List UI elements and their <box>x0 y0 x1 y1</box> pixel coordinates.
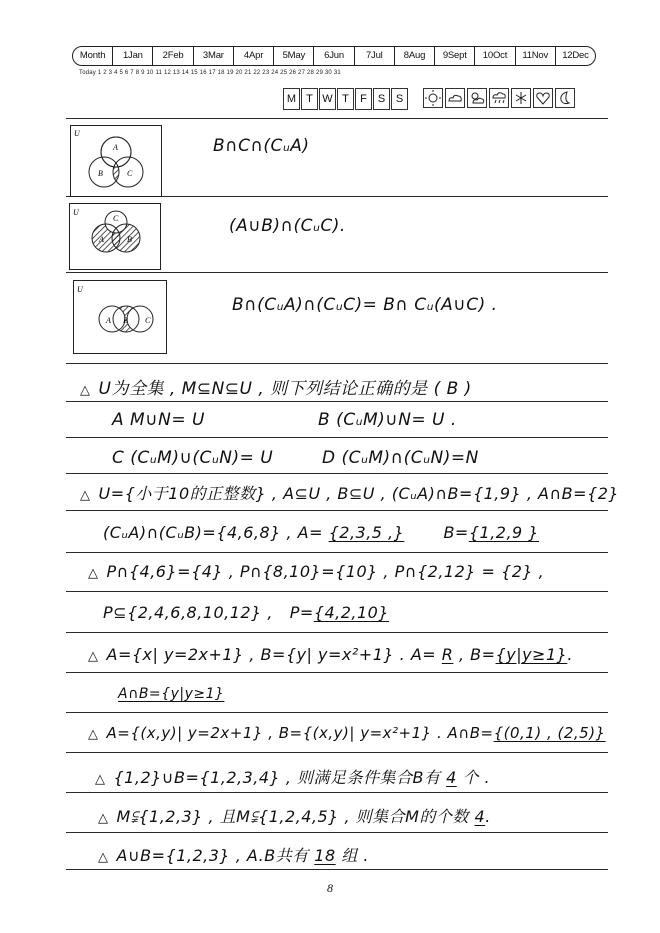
ruled-line <box>66 752 608 753</box>
svg-text:A: A <box>113 143 118 152</box>
month-cell: 5May <box>274 47 314 65</box>
problem-u-answer: (CᵤA)∩(CᵤB)={4,6,8} , A= {2,3,5 ,} B={1,2,9 } <box>103 523 539 542</box>
svg-text:A: A <box>99 235 104 244</box>
expr-venn-1: B∩C∩(CᵤA) <box>213 136 310 156</box>
option-b: B (CᵤM)∪N= U . <box>318 410 457 430</box>
month-cell: 7Jul <box>355 47 395 65</box>
snow-icon <box>511 88 531 108</box>
expr-venn-3: B∩(CᵤA)∩(CᵤC)= B∩ Cᵤ(A∪C) . <box>232 295 498 315</box>
weekday-box: W <box>319 88 336 110</box>
svg-text:B: B <box>123 316 128 325</box>
svg-text:U: U <box>73 208 79 217</box>
month-header <box>72 46 596 66</box>
ruled-line <box>66 792 608 793</box>
ruled-line <box>66 510 608 511</box>
venn-diagram-3 <box>73 280 167 354</box>
problem-b-count: △ {1,2}∪B={1,2,3,4} , 则满足条件集合B有 4 个 . <box>95 768 491 787</box>
question-line: △ U为全集 , M⊆N⊆U , 则下列结论正确的是 ( B ) <box>80 379 472 399</box>
svg-text:U: U <box>77 285 83 294</box>
ruled-line <box>66 832 608 833</box>
month-cell: 10Oct <box>475 47 515 65</box>
venn-diagram-2 <box>69 203 161 270</box>
problem-m-count: △ M⫋{1,2,3} , 且M⫋{1,2,4,5} , 则集合M的个数 4. <box>98 807 491 826</box>
ruled-line <box>66 401 608 402</box>
page-number: 8 <box>327 881 333 895</box>
svg-text:C: C <box>145 316 151 325</box>
ruled-line <box>66 118 608 119</box>
svg-text:C: C <box>127 169 133 178</box>
month-cell: 9Sept <box>435 47 475 65</box>
weekday-box: M <box>283 88 300 110</box>
day-number-row: Today 1 2 3 4 5 6 7 8 9 10 11 12 13 14 15 16 17 18 19 20 21 22 23 24 25 26 27 28 29 30 31 <box>79 70 341 76</box>
venn-diagram-1 <box>70 125 162 197</box>
ruled-line <box>66 272 608 273</box>
month-cell: Month <box>73 47 113 65</box>
weekday-box: S <box>391 88 408 110</box>
ruled-line <box>66 552 608 553</box>
weekday-boxes <box>283 88 409 110</box>
option-c: C (CᵤM)∪(CᵤN)= U <box>112 448 274 468</box>
sun-icon <box>423 88 443 108</box>
month-cell: 4Apr <box>234 47 274 65</box>
month-cell: 12Dec <box>562 50 589 61</box>
ruled-line <box>66 632 608 633</box>
ruled-line <box>66 869 608 870</box>
month-cell: 6Jun <box>314 47 354 65</box>
svg-text:B: B <box>127 235 132 244</box>
weekday-box: F <box>355 88 372 110</box>
ruled-line <box>66 591 608 592</box>
ruled-line <box>66 363 608 364</box>
cloud-icon <box>445 88 465 108</box>
ruled-line <box>66 437 608 438</box>
ruled-line <box>66 672 608 673</box>
heart-icon <box>533 88 553 108</box>
problem-ab-pairs: △ A∪B={1,2,3} , A.B共有 18 组 . <box>98 846 369 865</box>
weather-icons <box>423 88 575 108</box>
month-cell: 8Aug <box>395 47 435 65</box>
ruled-line <box>66 712 608 713</box>
month-cell: 11Nov <box>516 47 556 65</box>
problem-point-sets: △ A={(x,y)| y=2x+1} , B={(x,y)| y=x²+1} . A∩B={(0,1) , (2,5)} <box>88 724 606 742</box>
expr-venn-2: (A∪B)∩(CᵤC). <box>229 216 346 236</box>
problem-ab-sets: △ A={x| y=2x+1} , B={y| y=x²+1} . A= R , B={y|y≥1}. <box>88 645 573 664</box>
option-d: D (CᵤM)∩(CᵤN)=N <box>322 448 479 468</box>
cloud-rain-icon <box>489 88 509 108</box>
weekday-box: T <box>337 88 354 110</box>
venn-label-u: U <box>74 129 80 138</box>
sun-cloud-icon <box>467 88 487 108</box>
moon-icon <box>555 88 575 108</box>
svg-text:A: A <box>106 316 111 325</box>
month-cell: 3Mar <box>194 47 234 65</box>
weekday-box: S <box>373 88 390 110</box>
problem-p-answer: P⊆{2,4,6,8,10,12} , P={4,2,10} <box>103 603 390 622</box>
problem-ab-intersection: A∩B={y|y≥1} <box>118 686 225 702</box>
option-a: A M∪N= U <box>112 410 205 430</box>
weekday-box: T <box>301 88 318 110</box>
problem-p-conditions: △ P∩{4,6}={4} , P∩{8,10}={10} , P∩{2,12} = {2} , <box>88 562 545 581</box>
ruled-line <box>66 473 608 474</box>
problem-u-def: △ U={小于10的正整数} , A⊆U , B⊆U , (CᵤA)∩B={1,9} , A∩B={2} <box>80 484 620 503</box>
svg-text:B: B <box>98 169 103 178</box>
month-cell: 1Jan <box>113 47 153 65</box>
svg-text:C: C <box>113 214 119 223</box>
month-cell: 2Feb <box>153 47 193 65</box>
